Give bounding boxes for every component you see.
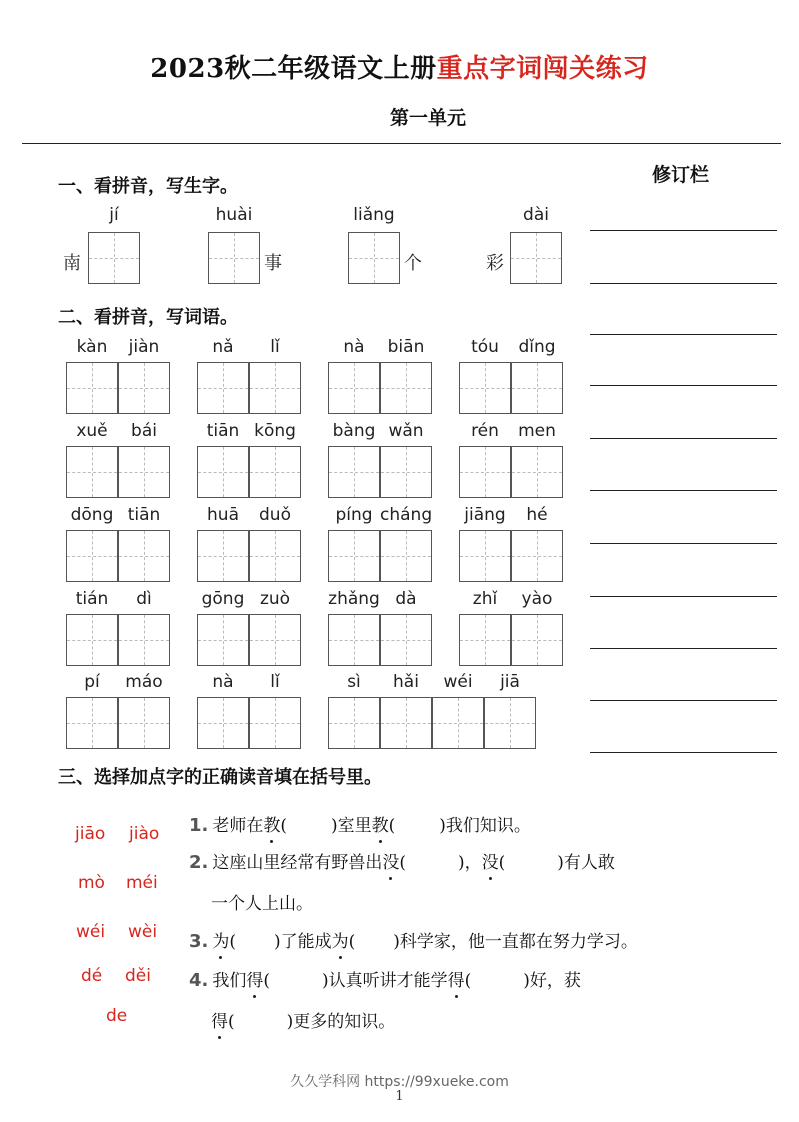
open-paren: ( [388,816,396,836]
s2-writing-box[interactable] [118,614,170,666]
question-2 [189,852,729,874]
s2-pinyin: yào [521,589,553,609]
page-number: 1 [395,1089,404,1104]
header-rule [22,143,781,144]
s2-pinyin: dà [395,589,417,609]
s2-pinyin: rén [471,421,499,441]
s2-pinyin: zhǐ [472,589,498,609]
s2-pinyin: gōng [201,589,245,609]
title-black: 2023秋二年级语文上册 [150,54,437,84]
s2-writing-box[interactable] [380,530,432,582]
s2-writing-box[interactable] [66,530,118,582]
question-4-line2 [211,1011,751,1033]
revision-line[interactable] [590,700,777,701]
question-text: )， [458,853,482,873]
section1-title: 一、看拼音，写生字。 [58,176,238,197]
open-paren: ( [229,932,237,952]
open-paren: ( [464,971,472,991]
question-number: 3. [189,931,209,952]
revision-line[interactable] [590,543,777,544]
question-text: )科学家，他一直都在努力学习。 [393,932,638,952]
s2-pinyin: pí [84,672,100,692]
question-number: 1. [189,815,209,836]
revision-line[interactable] [590,752,777,753]
s2-writing-box[interactable] [511,530,563,582]
s1-pinyin: huài [215,205,253,225]
s2-writing-box[interactable] [380,697,432,749]
s2-writing-box[interactable] [380,614,432,666]
s2-writing-box[interactable] [118,446,170,498]
s2-writing-box[interactable] [249,446,301,498]
s1-writing-box[interactable] [208,232,260,284]
reading-option: wèi [128,922,158,942]
question-text: )更多的知识。 [286,1012,396,1032]
s2-pinyin: bái [131,421,157,441]
s2-writing-box[interactable] [118,362,170,414]
s2-writing-box[interactable] [249,362,301,414]
s2-writing-box[interactable] [511,614,563,666]
revision-line[interactable] [590,230,777,231]
s2-writing-box[interactable] [484,697,536,749]
open-paren: ( [263,971,271,991]
s2-writing-box[interactable] [459,614,511,666]
title-red: 重点字词闯关练习 [436,54,649,84]
s2-writing-box[interactable] [118,530,170,582]
dotted-char: 为 [331,932,349,952]
s2-writing-box[interactable] [197,614,249,666]
s2-pinyin: jiàn [128,337,160,357]
section3-title: 三、选择加点字的正确读音填在括号里。 [58,767,382,788]
s2-writing-box[interactable] [249,614,301,666]
revision-line[interactable] [590,283,777,284]
s2-pinyin: hé [526,505,548,525]
question-text: )我们知识。 [439,816,531,836]
s2-pinyin: dōng [70,505,114,525]
dotted-char: 得 [211,1012,228,1032]
question-text: )室里 [331,816,372,836]
question-text: )有人敢 [557,853,615,873]
dotted-char: 教 [371,816,389,836]
s2-pinyin: jiā [500,672,520,692]
s1-char-after: 事 [264,253,282,274]
reading-option: dé [81,966,103,986]
s2-pinyin: wǎn [388,421,424,441]
s2-writing-box[interactable] [432,697,484,749]
s2-pinyin: wéi [443,672,473,692]
question-text: )认真听讲才能学 [322,971,448,991]
reading-option: jiào [129,824,160,844]
question-text: )好，获 [523,971,581,991]
revision-line[interactable] [590,490,777,491]
s2-writing-box[interactable] [66,446,118,498]
s2-pinyin: zuò [259,589,291,609]
footer-watermark: 久久学科网 https://99xueke.com [290,1074,509,1090]
s2-pinyin: píng [335,505,373,525]
s2-pinyin: jiāng [464,505,506,525]
reading-option: de [106,1006,128,1026]
s2-pinyin: huā [207,505,239,525]
open-paren: ( [348,932,356,952]
s2-writing-box[interactable] [66,362,118,414]
s2-pinyin: duǒ [259,505,291,525]
s2-writing-box[interactable] [511,362,563,414]
s2-writing-box[interactable] [197,530,249,582]
dotted-char: 没 [481,853,499,873]
question-number: 4. [189,970,209,991]
s1-writing-box[interactable] [88,232,140,284]
revision-line[interactable] [590,596,777,597]
s2-writing-box[interactable] [66,697,118,749]
s1-char-before: 彩 [486,253,504,274]
s2-writing-box[interactable] [328,697,380,749]
revision-line[interactable] [590,648,777,649]
question-3 [189,931,729,953]
question-1 [189,815,729,837]
unit-title: 第一单元 [389,107,466,129]
s2-pinyin: kàn [76,337,108,357]
revision-line[interactable] [590,334,777,335]
dotted-char: 得 [447,971,465,991]
s1-char-before: 南 [63,253,81,274]
s2-pinyin: nǎ [212,337,234,357]
s2-pinyin: xuě [76,421,108,441]
s2-pinyin: tián [75,589,109,609]
s2-pinyin: tiān [206,421,240,441]
s2-writing-box[interactable] [459,362,511,414]
s2-writing-box[interactable] [249,697,301,749]
s1-writing-box[interactable] [510,232,562,284]
revision-line[interactable] [590,438,777,439]
s2-writing-box[interactable] [511,446,563,498]
s2-pinyin: tóu [471,337,499,357]
s2-pinyin: zhǎng [328,589,380,609]
reading-option: děi [125,966,151,986]
s2-writing-box[interactable] [249,530,301,582]
open-paren: ( [399,853,407,873]
s2-pinyin: hǎi [393,672,419,692]
s2-writing-box[interactable] [197,697,249,749]
s2-writing-box[interactable] [197,446,249,498]
question-text: 老师在 [212,816,264,836]
question-text: 我们 [212,971,247,991]
s2-writing-box[interactable] [118,697,170,749]
open-paren: ( [498,853,506,873]
s2-writing-box[interactable] [459,530,511,582]
s2-pinyin: sì [347,672,361,692]
s1-char-after: 个 [404,253,422,274]
s1-pinyin: dài [523,205,549,225]
revision-title: 修订栏 [652,164,710,186]
s2-pinyin: dǐng [518,337,556,357]
s2-writing-box[interactable] [380,362,432,414]
s2-pinyin: cháng [380,505,433,525]
question-number: 2. [189,852,209,873]
s2-writing-box[interactable] [197,362,249,414]
reading-option: jiāo [75,824,106,844]
question-text: )了能成 [274,932,332,952]
question-2-line2: 一个人上山。 [211,894,313,914]
s2-writing-box[interactable] [328,446,380,498]
s2-writing-box[interactable] [459,446,511,498]
s2-writing-box[interactable] [66,614,118,666]
dotted-char: 为 [212,932,230,952]
s1-pinyin: liǎng [353,205,395,225]
s2-pinyin: tiān [127,505,161,525]
reading-option: wéi [76,922,106,942]
dotted-char: 得 [246,971,264,991]
reading-option: méi [126,873,158,893]
dotted-char: 没 [382,853,400,873]
s2-pinyin: nà [212,672,234,692]
s2-pinyin: lǐ [270,337,280,357]
s2-pinyin: kōng [254,421,296,441]
s2-pinyin: lǐ [270,672,280,692]
page-title [0,48,799,85]
s2-pinyin: men [518,421,556,441]
s2-writing-box[interactable] [328,614,380,666]
s2-writing-box[interactable] [328,530,380,582]
s2-pinyin: máo [125,672,163,692]
question-text: 这座山里经常有野兽出 [212,853,383,873]
s2-pinyin: dì [136,589,152,609]
s2-writing-box[interactable] [328,362,380,414]
revision-line[interactable] [590,385,777,386]
open-paren: ( [228,1012,235,1032]
question-4 [189,970,729,992]
s2-pinyin: nà [343,337,365,357]
s1-writing-box[interactable] [348,232,400,284]
s1-pinyin: jí [109,205,119,225]
s2-pinyin: bàng [332,421,376,441]
s2-writing-box[interactable] [380,446,432,498]
section2-title: 二、看拼音，写词语。 [58,307,238,328]
open-paren: ( [280,816,288,836]
dotted-char: 教 [263,816,281,836]
s2-pinyin: biān [387,337,425,357]
reading-option: mò [78,873,105,893]
